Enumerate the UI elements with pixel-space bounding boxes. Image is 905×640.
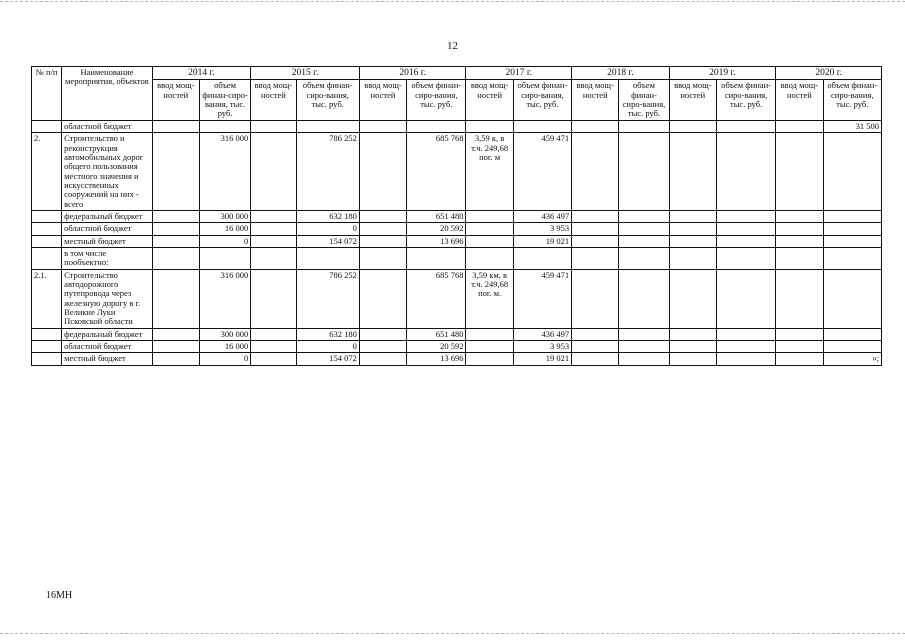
- cell-capacity: [152, 223, 199, 235]
- cell-capacity: [152, 341, 199, 353]
- header-vvod: ввод мощ-ностей: [776, 80, 823, 120]
- header-obem: объем финан-сиро-вания, тыс. руб.: [823, 80, 881, 120]
- header-name: Наименование мероприятия, объектов: [62, 67, 153, 121]
- cell-financing: [823, 133, 881, 211]
- cell-financing: 0: [296, 223, 359, 235]
- header-obem: объем финан-сиро-вания, тыс. руб.: [513, 80, 571, 120]
- cell-financing: [513, 120, 571, 132]
- header-obem: объем финан-сиро-вания, тыс. руб.: [407, 80, 466, 120]
- cell-financing: [619, 210, 669, 222]
- table-row: [32, 235, 882, 247]
- cell-financing: 786 252: [296, 269, 359, 328]
- cell-financing: 13 696: [407, 235, 466, 247]
- cell-capacity: [466, 223, 513, 235]
- cell-capacity: [466, 210, 513, 222]
- cell-capacity: [776, 328, 823, 340]
- cell-financing: 0: [199, 353, 250, 365]
- cell-financing: 651 480: [407, 328, 466, 340]
- cell-capacity: [669, 133, 716, 211]
- cell-capacity: [466, 341, 513, 353]
- header-year: 2017 г.: [466, 67, 572, 80]
- cell-financing: [407, 247, 466, 269]
- cell-financing: [407, 120, 466, 132]
- cell-financing: [716, 210, 775, 222]
- cell-financing: 19 021: [513, 353, 571, 365]
- cell-financing: 3 953: [513, 223, 571, 235]
- table-row: [32, 223, 882, 235]
- cell-capacity: [466, 235, 513, 247]
- cell-capacity: [152, 328, 199, 340]
- cell-capacity: [669, 341, 716, 353]
- cell-financing: 20 592: [407, 223, 466, 235]
- cell-capacity: [251, 353, 296, 365]
- cell-financing: 154 072: [296, 235, 359, 247]
- cell-capacity: [669, 120, 716, 132]
- cell-capacity: [572, 328, 619, 340]
- cell-financing: [716, 120, 775, 132]
- table-header: [32, 67, 882, 121]
- cell-financing: 685 768: [407, 133, 466, 211]
- cell-capacity: [251, 247, 296, 269]
- header-num: № п/п: [32, 67, 62, 121]
- cell-capacity: [466, 353, 513, 365]
- cell-financing: [823, 235, 881, 247]
- cell-capacity: [572, 223, 619, 235]
- cell-capacity: [776, 269, 823, 328]
- cell-financing: [199, 247, 250, 269]
- cell-capacity: [152, 210, 199, 222]
- cell-capacity: [251, 341, 296, 353]
- cell-financing: 786 252: [296, 133, 359, 211]
- header-vvod: ввод мощ-ностей: [152, 80, 199, 120]
- cell-financing: [823, 247, 881, 269]
- cell-financing: 436 497: [513, 210, 571, 222]
- cell-financing: [716, 247, 775, 269]
- cell-financing: [296, 247, 359, 269]
- cell-financing: 651 480: [407, 210, 466, 222]
- cell-capacity: [669, 210, 716, 222]
- header-year: 2020 г.: [776, 67, 882, 80]
- cell-financing: 459 471: [513, 269, 571, 328]
- cell-capacity: [251, 210, 296, 222]
- table-row: [32, 341, 882, 353]
- cell-capacity: [359, 133, 406, 211]
- cell-financing: 20 592: [407, 341, 466, 353]
- scan-edge-top: [0, 1, 905, 3]
- cell-capacity: [572, 210, 619, 222]
- cell-capacity: [572, 235, 619, 247]
- cell-capacity: [251, 235, 296, 247]
- row-number: 2.1.: [32, 269, 62, 328]
- header-obem: объем финан-сиро-вания, тыс. руб.: [199, 80, 250, 120]
- footer-code: 16МН: [46, 590, 73, 601]
- cell-financing: 16 000: [199, 341, 250, 353]
- cell-capacity: [152, 120, 199, 132]
- cell-capacity: [251, 223, 296, 235]
- cell-capacity: [152, 235, 199, 247]
- row-number: [32, 247, 62, 269]
- cell-financing: 459 471: [513, 133, 571, 211]
- row-name: местный бюджет: [62, 353, 153, 365]
- row-number: [32, 120, 62, 132]
- cell-financing: [716, 353, 775, 365]
- cell-financing: 0: [199, 235, 250, 247]
- cell-financing: [296, 120, 359, 132]
- cell-capacity: [359, 353, 406, 365]
- cell-capacity: [669, 247, 716, 269]
- cell-financing: [823, 269, 881, 328]
- cell-capacity: [251, 120, 296, 132]
- cell-capacity: [572, 120, 619, 132]
- cell-financing: [716, 269, 775, 328]
- cell-capacity: [359, 223, 406, 235]
- cell-financing: 154 072: [296, 353, 359, 365]
- cell-capacity: 3,59 км, в т.ч. 249,68 пог. м.: [466, 269, 513, 328]
- cell-financing: 16 000: [199, 223, 250, 235]
- row-number: [32, 353, 62, 365]
- row-name: федеральный бюджет: [62, 210, 153, 222]
- cell-financing: 632 180: [296, 328, 359, 340]
- cell-capacity: 3,59 к, в т.ч. 249,68 пог. м: [466, 133, 513, 211]
- cell-financing: 300 000: [199, 210, 250, 222]
- cell-capacity: [572, 133, 619, 211]
- financing-table: [31, 66, 882, 366]
- cell-financing: 3 953: [513, 341, 571, 353]
- row-number: [32, 235, 62, 247]
- cell-financing: [823, 328, 881, 340]
- header-vvod: ввод мощ-ностей: [572, 80, 619, 120]
- table-body: [32, 120, 882, 365]
- header-obem: объем финан-сиро-вания, тыс. руб.: [619, 80, 669, 120]
- cell-financing: [619, 247, 669, 269]
- row-number: 2.: [32, 133, 62, 211]
- header-vvod: ввод мощ-ностей: [669, 80, 716, 120]
- cell-capacity: [572, 269, 619, 328]
- cell-capacity: [572, 353, 619, 365]
- cell-capacity: [251, 328, 296, 340]
- cell-financing: [513, 247, 571, 269]
- cell-financing: [716, 223, 775, 235]
- row-name: Строительство и реконструкция автомобильных дорог общего пользования местного значения и искусственных сооружений на них - всего: [62, 133, 153, 211]
- header-vvod: ввод мощ-ностей: [466, 80, 513, 120]
- row-number: [32, 210, 62, 222]
- table-row: [32, 133, 882, 211]
- header-obem: объем финан-сиро-вания, тыс. руб.: [716, 80, 775, 120]
- table-row: [32, 269, 882, 328]
- cell-capacity: [152, 247, 199, 269]
- row-name: местный бюджет: [62, 235, 153, 247]
- cell-capacity: [466, 247, 513, 269]
- cell-financing: [619, 353, 669, 365]
- table-row: [32, 353, 882, 365]
- cell-financing: 13 696: [407, 353, 466, 365]
- cell-financing: 0: [296, 341, 359, 353]
- cell-capacity: [776, 133, 823, 211]
- page-number: 12: [447, 40, 458, 52]
- row-number: [32, 341, 62, 353]
- row-name: областной бюджет: [62, 120, 153, 132]
- cell-financing: [619, 133, 669, 211]
- header-year: 2014 г.: [152, 67, 251, 80]
- header-year: 2019 г.: [669, 67, 776, 80]
- cell-financing: [716, 235, 775, 247]
- cell-financing: [619, 341, 669, 353]
- cell-financing: 436 497: [513, 328, 571, 340]
- row-name: Строительство автодорожного путепровода через железную дорогу в г. Великие Луки Псковской области: [62, 269, 153, 328]
- row-name: областной бюджет: [62, 341, 153, 353]
- table-row: [32, 120, 882, 132]
- cell-financing: 316 000: [199, 133, 250, 211]
- cell-capacity: [359, 235, 406, 247]
- cell-capacity: [776, 210, 823, 222]
- cell-financing: 31 500: [823, 120, 881, 132]
- cell-capacity: [572, 341, 619, 353]
- cell-financing: [199, 120, 250, 132]
- cell-financing: [619, 120, 669, 132]
- cell-capacity: [776, 341, 823, 353]
- cell-financing: [823, 210, 881, 222]
- header-obem: объем финан-сиро-вания, тыс. руб.: [296, 80, 359, 120]
- cell-capacity: [152, 269, 199, 328]
- header-vvod: ввод мощ-ностей: [251, 80, 296, 120]
- cell-financing: [716, 328, 775, 340]
- cell-capacity: [669, 269, 716, 328]
- row-number: [32, 328, 62, 340]
- cell-financing: 19 021: [513, 235, 571, 247]
- cell-capacity: [359, 247, 406, 269]
- scan-edge-bottom: [0, 633, 905, 635]
- cell-capacity: [466, 328, 513, 340]
- cell-capacity: [251, 269, 296, 328]
- cell-capacity: [251, 133, 296, 211]
- cell-financing: [823, 341, 881, 353]
- cell-capacity: [359, 120, 406, 132]
- table-row: [32, 247, 882, 269]
- cell-capacity: [359, 328, 406, 340]
- cell-capacity: [776, 247, 823, 269]
- row-number: [32, 223, 62, 235]
- cell-financing: 632 180: [296, 210, 359, 222]
- cell-financing: [619, 328, 669, 340]
- table-row: [32, 328, 882, 340]
- table-row: [32, 210, 882, 222]
- cell-financing: 316 000: [199, 269, 250, 328]
- cell-financing: »;: [823, 353, 881, 365]
- header-year: 2015 г.: [251, 67, 360, 80]
- cell-financing: 685 768: [407, 269, 466, 328]
- row-name: областной бюджет: [62, 223, 153, 235]
- cell-capacity: [669, 235, 716, 247]
- cell-capacity: [152, 133, 199, 211]
- cell-capacity: [359, 269, 406, 328]
- cell-capacity: [776, 120, 823, 132]
- row-name: федеральный бюджет: [62, 328, 153, 340]
- cell-capacity: [359, 341, 406, 353]
- cell-financing: [716, 133, 775, 211]
- cell-financing: [716, 341, 775, 353]
- cell-capacity: [152, 353, 199, 365]
- cell-capacity: [669, 328, 716, 340]
- cell-financing: [619, 235, 669, 247]
- cell-financing: 300 000: [199, 328, 250, 340]
- cell-financing: [823, 223, 881, 235]
- cell-capacity: [669, 223, 716, 235]
- cell-capacity: [669, 353, 716, 365]
- header-year: 2018 г.: [572, 67, 670, 80]
- cell-capacity: [776, 235, 823, 247]
- header-vvod: ввод мощ-ностей: [359, 80, 406, 120]
- cell-capacity: [572, 247, 619, 269]
- cell-capacity: [466, 120, 513, 132]
- cell-capacity: [776, 353, 823, 365]
- header-year: 2016 г.: [359, 67, 466, 80]
- cell-capacity: [359, 210, 406, 222]
- cell-capacity: [776, 223, 823, 235]
- row-name: в том числе пообъектно:: [62, 247, 153, 269]
- cell-financing: [619, 223, 669, 235]
- cell-financing: [619, 269, 669, 328]
